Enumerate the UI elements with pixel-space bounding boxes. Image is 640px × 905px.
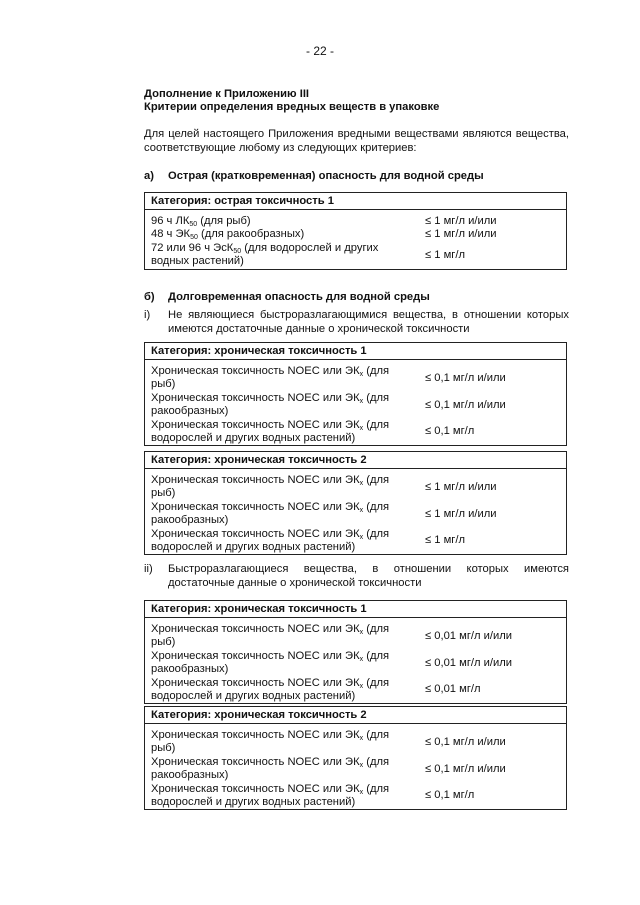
table-row <box>145 365 566 392</box>
criterion-cell <box>151 474 415 501</box>
criterion-text: Хроническая токсичность NOEC или ЭК <box>151 391 360 404</box>
criterion-text: Хроническая токсичность NOEC или ЭК <box>151 623 360 635</box>
table-row <box>145 528 566 555</box>
criterion-organism: (для ракообразных) <box>151 649 390 676</box>
chronic-toxicity-2-table-nonrapid <box>144 451 567 555</box>
table-row <box>145 228 566 241</box>
criterion-cell <box>151 756 415 783</box>
criterion-text: 72 или 96 ч ЭсК <box>151 241 234 254</box>
criterion-organism: (для рыб) <box>151 623 390 649</box>
criterion-subscript: x <box>359 371 364 378</box>
criterion-cell <box>151 623 415 650</box>
criterion-organism: (для водорослей и других водных растений) <box>151 782 390 809</box>
criterion-organism: (для ракообразных) <box>151 500 390 527</box>
chronic-toxicity-1-table-nonrapid <box>144 342 567 446</box>
criterion-organism: (для ракообразных) <box>151 391 390 418</box>
threshold-cell: ≤ 0,01 мг/л <box>425 683 481 696</box>
criterion-cell <box>151 528 415 555</box>
criterion-cell <box>151 501 415 528</box>
criterion-subscript: x <box>359 682 364 690</box>
criterion-text: Хроническая токсичность NOEC или ЭК <box>151 755 360 768</box>
criterion-subscript: x <box>359 424 364 432</box>
page-number: - 22 - <box>305 44 334 58</box>
table-row <box>145 242 566 269</box>
threshold-cell: ≤ 1 мг/л и/или <box>425 507 497 520</box>
threshold-cell: ≤ 0,01 мг/л и/или <box>425 629 513 642</box>
table-row <box>145 650 566 677</box>
criterion-subscript: x <box>359 506 364 514</box>
section-b-marker: б) <box>144 291 155 303</box>
criterion-cell <box>151 228 415 241</box>
criterion-text: Хроническая токсичность NOEC или ЭК <box>151 729 360 741</box>
item-i-marker: i) <box>144 309 151 321</box>
criterion-cell <box>151 419 415 446</box>
table-row <box>145 756 566 783</box>
criterion-text: Хроническая токсичность NOEC или ЭК <box>151 418 360 431</box>
criterion-subscript: x <box>359 735 364 742</box>
criterion-text: 48 ч ЭК <box>151 228 191 241</box>
chronic-toxicity-2-table-rapid <box>144 706 567 810</box>
threshold-cell: ≤ 0,1 мг/л и/или <box>425 762 506 775</box>
criterion-organism: (для ракообразных) <box>197 228 305 241</box>
table-row <box>145 677 566 704</box>
criterion-text: 96 ч ЛК <box>151 215 190 227</box>
criterion-text: Хроническая токсичность NOEC или ЭК <box>151 649 360 662</box>
item-ii-text: Быстроразлагающиеся вещества, в отношении которых имеются достаточные данные о хронической токсичности <box>168 563 569 589</box>
criterion-cell <box>151 392 415 419</box>
criterion-text: Хроническая токсичность NOEC или ЭК <box>151 676 360 689</box>
criterion-cell <box>151 365 415 392</box>
criterion-text: Хроническая токсичность NOEC или ЭК <box>151 500 360 513</box>
threshold-cell: ≤ 0,1 мг/л и/или <box>425 398 506 411</box>
criterion-subscript: x <box>359 655 364 663</box>
criterion-text: Хроническая токсичность NOEC или ЭК <box>151 365 360 377</box>
criterion-cell <box>151 215 415 228</box>
appendix-subtitle: Критерии определения вредных веществ в упаковке <box>144 101 440 113</box>
criterion-organism: (для рыб) <box>151 365 390 391</box>
threshold-cell: ≤ 0,1 мг/л и/или <box>425 371 506 384</box>
criterion-cell <box>151 783 415 810</box>
threshold-cell: ≤ 0,1 мг/л и/или <box>425 735 506 748</box>
criterion-subscript: x <box>359 788 364 796</box>
criterion-subscript: x <box>359 761 364 769</box>
table-header: Категория: хроническая токсичность 1 <box>145 343 566 360</box>
criterion-cell <box>151 242 415 269</box>
criterion-text: Хроническая токсичность NOEC или ЭК <box>151 527 360 540</box>
criterion-organism: (для ракообразных) <box>151 755 390 782</box>
acute-toxicity-table <box>144 192 567 270</box>
criterion-cell <box>151 729 415 756</box>
table-row <box>145 474 566 501</box>
threshold-cell: ≤ 1 мг/л и/или <box>425 480 497 493</box>
table-row <box>145 783 566 810</box>
criterion-subscript: x <box>359 480 364 487</box>
criterion-organism: (для рыб) <box>151 474 390 500</box>
threshold-cell: ≤ 1 мг/л <box>425 248 465 261</box>
table-row <box>145 419 566 446</box>
criterion-subscript: 50 <box>233 247 242 255</box>
criterion-organism: (для водорослей и других водных растений) <box>151 676 390 703</box>
item-ii-marker: ii) <box>144 563 153 575</box>
criterion-subscript: x <box>359 533 364 541</box>
table-header: Категория: острая токсичность 1 <box>145 193 566 210</box>
criterion-subscript: x <box>359 629 364 636</box>
threshold-cell: ≤ 0,1 мг/л <box>425 425 475 438</box>
table-header: Категория: хроническая токсичность 2 <box>145 452 566 469</box>
item-i-text: Не являющиеся быстроразлагающимися вещества, в отношении которых имеются достаточные данные о хронической токсичности <box>168 309 569 335</box>
section-b-title: Долговременная опасность для водной среды <box>168 291 430 303</box>
criterion-subscript: x <box>359 397 364 405</box>
criterion-subscript: 50 <box>190 234 198 242</box>
table-row <box>145 729 566 756</box>
criterion-text: Хроническая токсичность NOEC или ЭК <box>151 782 360 795</box>
criterion-organism: (для водорослей и других водных растений) <box>151 527 390 554</box>
criterion-cell <box>151 677 415 704</box>
criterion-subscript: 50 <box>189 221 198 228</box>
criterion-organism: (для водорослей и других водных растений) <box>151 418 390 445</box>
threshold-cell: ≤ 1 мг/л <box>425 534 465 547</box>
section-a-title: Острая (кратковременная) опасность для водной среды <box>168 170 484 182</box>
section-a-marker: а) <box>144 170 154 182</box>
table-header: Категория: хроническая токсичность 1 <box>145 601 566 618</box>
threshold-cell: ≤ 1 мг/л и/или <box>425 228 497 241</box>
chronic-toxicity-1-table-rapid <box>144 600 567 704</box>
threshold-cell: ≤ 1 мг/л и/или <box>425 215 497 227</box>
intro-paragraph: Для целей настоящего Приложения вредными веществами являются вещества, соответствующие любому из следующих критериев: <box>144 128 569 154</box>
table-row <box>145 215 566 228</box>
criterion-cell <box>151 650 415 677</box>
criterion-text: Хроническая токсичность NOEC или ЭК <box>151 474 360 486</box>
table-row <box>145 501 566 528</box>
criterion-organism: (для водорослей и других водных растений) <box>151 241 379 268</box>
threshold-cell: ≤ 0,1 мг/л <box>425 789 475 802</box>
criterion-organism: (для рыб) <box>197 215 251 227</box>
appendix-title: Дополнение к Приложению III <box>144 88 310 100</box>
table-row <box>145 392 566 419</box>
table-row <box>145 623 566 650</box>
table-header: Категория: хроническая токсичность 2 <box>145 707 566 724</box>
criterion-organism: (для рыб) <box>151 729 390 755</box>
threshold-cell: ≤ 0,01 мг/л и/или <box>425 656 513 669</box>
